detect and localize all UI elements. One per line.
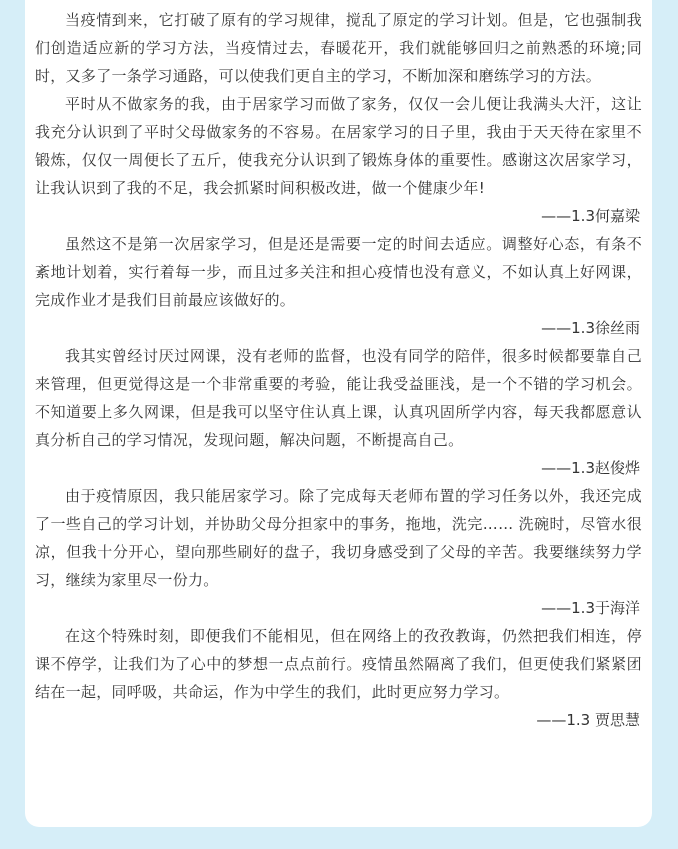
paragraph: 在这个特殊时刻，即便我们不能相见，但在网络上的孜孜教诲，仍然把我们相连，停课不停学，让我们为了心中的梦想一点点前行。疫情虽然隔离了我们，但更使我们紧紧团结在一起，同呼吸，共命运，作为中学生的我们，此时更应努力学习。 bbox=[35, 627, 642, 701]
signature: ——1.3徐丝雨 bbox=[541, 319, 640, 337]
paragraph: 平时从不做家务的我，由于居家学习而做了家务，仅仅一会儿便让我满头大汗，这让我充分认识到了平时父母做家务的不容易。在居家学习的日子里，我由于天天待在家里不锻炼，仅仅一周便长了五斤，使我充分认识到了锻炼身体的重要性。感谢这次居家学习，让我认识到了我的不足，我会抓紧时间积极改进，做一个健康少年! bbox=[35, 95, 642, 197]
signature: ——1.3何嘉梁 bbox=[541, 207, 640, 225]
paragraph: 虽然这不是第一次居家学习，但是还是需要一定的时间去适应。调整好心态，有条不紊地计划着，实行着每一步，而且过多关注和担心疫情也没有意义，不如认真上好网课，完成作业才是我们目前最应该做好的。 bbox=[35, 235, 642, 309]
paragraph: 当疫情到来，它打破了原有的学习规律，搅乱了原定的学习计划。但是，它也强制我们创造适应新的学习方法，当疫情过去，春暖花开，我们就能够回归之前熟悉的环境;同时，又多了一条学习通路，可以使我们更自主的学习，不断加深和磨练学习的方法。 bbox=[35, 11, 642, 85]
article-card bbox=[25, 0, 652, 827]
signature: ——1.3赵俊烨 bbox=[541, 459, 640, 477]
signature: ——1.3于海洋 bbox=[541, 599, 640, 617]
signature: ——1.3 贾思慧 bbox=[536, 711, 640, 729]
paragraph: 由于疫情原因，我只能居家学习。除了完成每天老师布置的学习任务以外，我还完成了一些自己的学习计划，并协助父母分担家中的事务，拖地，洗完…… 洗碗时，尽管水很凉，但我十分开心，望向那些刷好的盘子，我切身感受到了父母的辛苦。我要继续努力学习，继续为家里尽一份力。 bbox=[35, 487, 642, 589]
paragraph: 我其实曾经讨厌过网课，没有老师的监督，也没有同学的陪伴，很多时候都要靠自己来管理，但更觉得这是一个非常重要的考验，能让我受益匪浅，是一个不错的学习机会。不知道要上多久网课，但是我可以坚守住认真上课，认真巩固所学内容，每天我都愿意认真分析自己的学习情况，发现问题，解决问题，不断提高自己。 bbox=[35, 347, 642, 449]
